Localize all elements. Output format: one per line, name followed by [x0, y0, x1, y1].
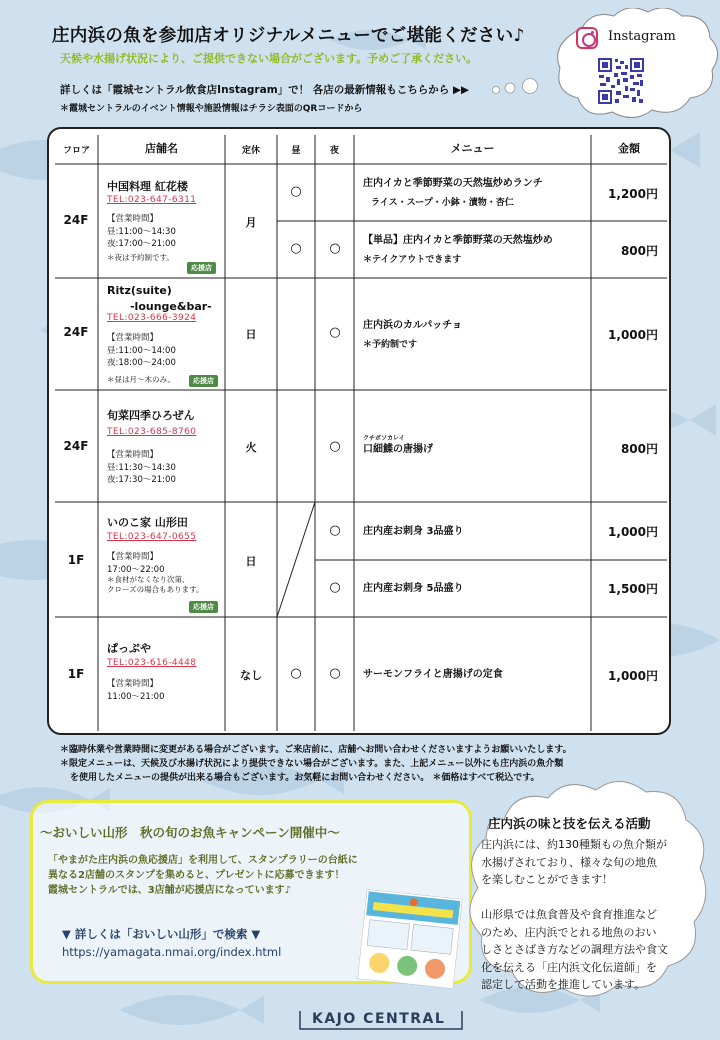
store-closed-day: 日 [245, 555, 257, 568]
footnote: を使用したメニューの提供が出来る場合もございます。お気軽にお問い合わせください。 ＊価格はすべて税込です。 [70, 773, 540, 783]
store-name: ぱっぷや [107, 642, 151, 655]
page-title: 庄内浜の魚を参加店オリジナルメニューでご堪能ください♪ [52, 26, 525, 46]
menu-item-detail: ＊予約制です [363, 340, 418, 350]
header-floor: フロア [62, 146, 90, 156]
store-tel-link[interactable]: TEL:023-685-8760 [107, 427, 197, 437]
menu-price: 1,000円 [608, 525, 658, 539]
supply-notice: 天候や水揚げ状況により、ご提供できない場合がございます。予めご了承ください。 [60, 52, 478, 65]
header-menu: メニュー [450, 142, 495, 155]
dinner-mark: ○ [329, 241, 341, 256]
store-closed-day: 月 [245, 216, 257, 229]
store-tel-link[interactable]: TEL:023-616-4448 [107, 658, 197, 668]
store-tel-link[interactable]: TEL:023-647-0655 [107, 532, 197, 542]
campaign-body: 「やまがた庄内浜の魚応援店」を利用して、スタンプラリーの台紙に 異なる2店舗のスタンプを集めると、プレゼントに応募できます！ 霞城セントラルでは、3店舗が応援店になっています♪ [48, 855, 358, 896]
store-floor: 1F [67, 553, 85, 567]
store-hours: 【営業時間】 昼:11:30～14:30 夜:17:30～21:00 [107, 450, 176, 485]
lunch-mark: ○ [290, 241, 302, 256]
supporter-badge: 応援店 [189, 375, 218, 387]
menu-item-reading: クチボソカレイ [363, 435, 405, 442]
dinner-mark: ○ [329, 325, 341, 340]
dinner-mark: ○ [329, 523, 341, 538]
menu-item: 庄内浜のカルパッチョ [363, 320, 462, 331]
footnote: ＊臨時休業や営業時間に変更がある場合がございます。ご来店前に、店舗へお問い合わせくださいますようお願いいたします。 [60, 745, 572, 755]
menu-item: サーモンフライと唐揚げの定食 [363, 669, 503, 680]
lunch-mark: ○ [290, 666, 302, 681]
menu-price: 1,000円 [608, 328, 658, 342]
store-floor: 24F [63, 325, 89, 339]
store-name: 旬菜四季ひろぜん [107, 409, 195, 422]
footnote: ＊限定メニューは、天候及び水揚げ状況により提供できない場合がございます。また、上記メニュー以外にも庄内浜の魚介類 [60, 759, 564, 769]
menu-item: 庄内産お刺身 5品盛り [363, 583, 464, 594]
dinner-mark: ○ [329, 580, 341, 595]
store-closed-day: 火 [245, 441, 257, 454]
dinner-mark: ○ [329, 666, 341, 681]
header-lunch: 昼 [291, 146, 301, 156]
store-tel-link[interactable]: TEL:023-666-3924 [107, 313, 197, 323]
lunch-mark: ○ [290, 184, 302, 199]
store-name: いのこ家 山形田 [107, 516, 188, 529]
store-closed-day: 日 [245, 328, 257, 341]
store-hours: 【営業時間】 11:00～21:00 [107, 679, 165, 702]
campaign-url-link[interactable]: https://yamagata.nmai.org/index.html [62, 945, 282, 959]
activity-body: 庄内浜には、約130種類もの魚介類が 水揚げされており、様々な旬の地魚 を楽しむことができます！ 山形県では魚食普及や食育推進など のため、庄内浜でとれる地魚のおい しさとさばき方などの調理方法や食文 化を伝える「庄内浜文化伝道師」を 認定して活動を推進しています。 [481, 838, 668, 991]
campaign-search-text: ▼ 詳しくは「おいしい山形」で検索 ▼ [62, 927, 261, 941]
header-price: 金額 [618, 142, 640, 155]
supporter-badge: 応援店 [189, 601, 218, 613]
menu-price: 1,200円 [608, 187, 658, 201]
thought-bubble-dots [486, 76, 556, 100]
menu-item: 【単品】庄内イカと季節野菜の天然塩炒め [363, 235, 553, 246]
store-tel-link[interactable]: TEL:023-647-6311 [107, 195, 197, 205]
store-note: ＊昼は月～木のみ。 [107, 375, 175, 384]
store-note: ＊食材がなくなり次第、 クローズの場合もあります。 [107, 575, 204, 594]
store-hours: 【営業時間】 昼:11:00～14:30 夜:17:00～21:00 [107, 214, 176, 249]
header-dinner: 夜 [329, 146, 339, 156]
menu-table [47, 127, 671, 735]
store-name: Ritz(suite) -lounge&bar- [107, 284, 212, 313]
campaign-title: ～おいしい山形 秋の旬のお魚キャンペーン開催中～ [40, 825, 340, 840]
store-floor: 24F [63, 439, 89, 453]
activity-title: 庄内浜の味と技を伝える活動 [488, 816, 651, 831]
store-floor: 24F [63, 213, 89, 227]
store-closed-day: なし [240, 669, 262, 682]
dinner-mark: ○ [329, 439, 341, 454]
menu-item: 口細鰈の唐揚げ [363, 444, 433, 455]
header-closed: 定休 [241, 146, 260, 156]
menu-price: 1,500円 [608, 582, 658, 596]
menu-price: 800円 [620, 442, 658, 456]
menu-price: 800円 [620, 244, 658, 258]
event-info-note: ＊霞城セントラルのイベント情報や施設情報はチラシ表面のQRコードから [60, 104, 363, 114]
instagram-label: Instagram [608, 29, 676, 44]
header-store: 店舗名 [145, 142, 178, 155]
supporter-badge: 応援店 [187, 262, 216, 274]
store-hours: 【営業時間】 17:00～22:00 [107, 552, 165, 575]
menu-item: 庄内イカと季節野菜の天然塩炒めランチ [363, 178, 543, 189]
instagram-qr-code[interactable] [597, 57, 645, 105]
store-note: ＊夜は予約制です。 [107, 253, 174, 262]
stamp-rally-flyer-image [358, 889, 463, 989]
store-name: 中国料理 紅花楼 [107, 180, 188, 193]
menu-item-detail: ＊テイクアウトできます [363, 255, 462, 265]
store-hours: 【営業時間】 昼:11:00～14:00 夜:18:00～24:00 [107, 333, 176, 368]
logo-text: KAJO CENTRAL [312, 1011, 446, 1027]
menu-item-detail: ライス・スープ・小鉢・漬物・杏仁 [371, 198, 514, 208]
menu-price: 1,000円 [608, 669, 658, 683]
menu-item: 庄内産お刺身 3品盛り [363, 526, 464, 537]
store-floor: 1F [67, 667, 85, 681]
instagram-icon[interactable] [576, 27, 598, 49]
instagram-detail-text: 詳しくは「霞城セントラル飲食店Instagram」で！ 各店の最新情報もこちらから ▶▶ [60, 84, 470, 96]
